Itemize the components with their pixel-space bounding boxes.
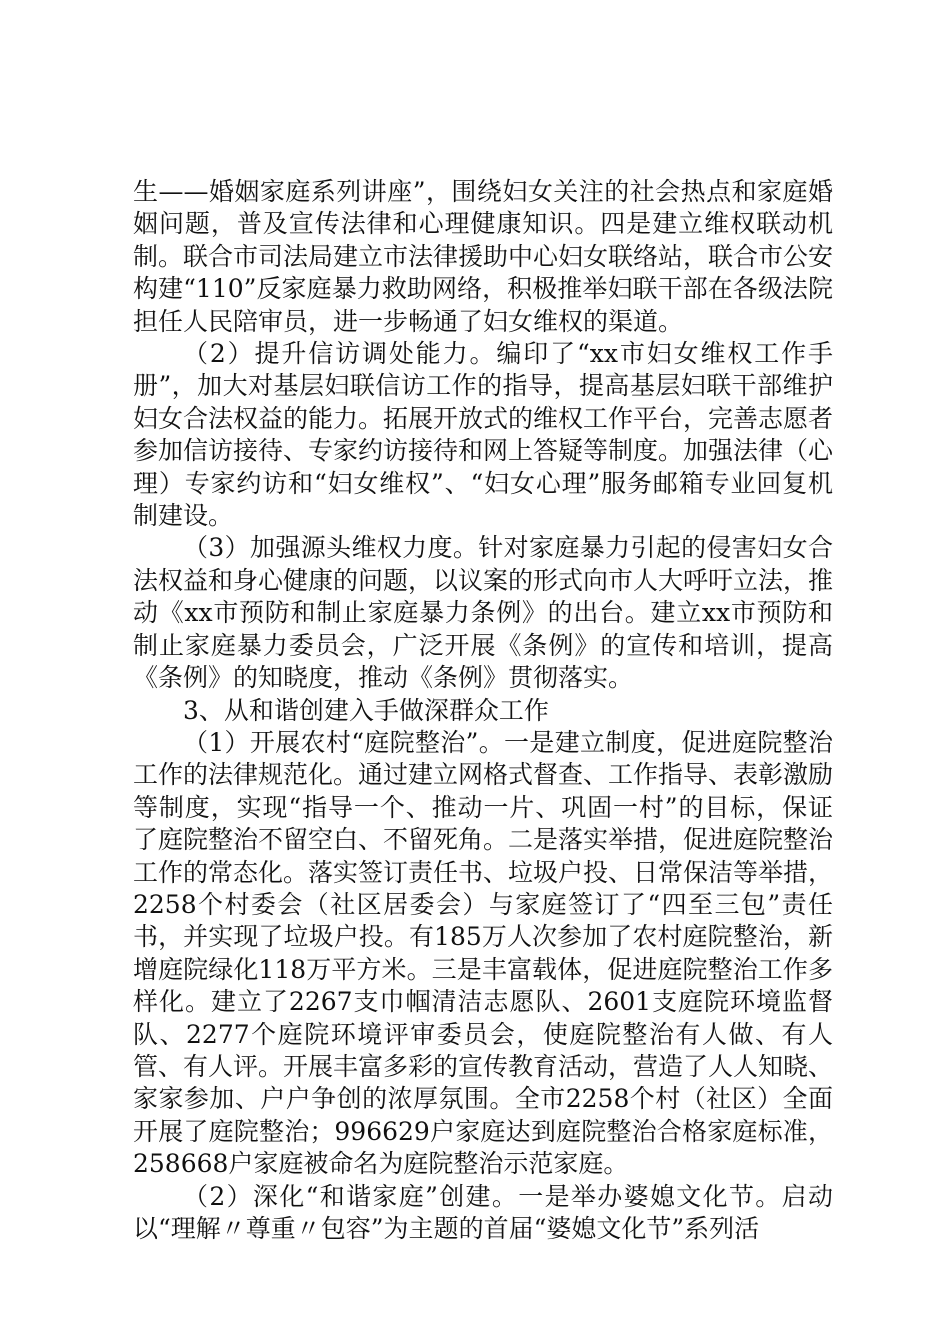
paragraph-petition-handling: （2）提升信访调处能力。编印了“xx市妇女维权工作手册”，加大对基层妇联信访工作的指导，提高基层妇联干部维护妇女合法权益的能力。拓展开放式的维权工作平台，完善志愿者参加信访接待、专家约访接待和网上答疑等制度。加强法律（心理）专家约访和“妇女维权”、“妇女心理”服务邮箱专业回复机制建设。: [133, 339, 834, 531]
paragraph-continuation: 生——婚姻家庭系列讲座”，围绕妇女关注的社会热点和家庭婚姻问题，普及宣传法律和心理健康知识。四是建立维权联动机制。联合市司法局建立市法律援助中心妇女联络站，联合市公安构建“110”反家庭暴力救助网络，积极推举妇联干部在各级法院担任人民陪审员，进一步畅通了妇女维权的渠道。: [133, 177, 834, 336]
section-heading: 3、从和谐创建入手做深群众工作: [183, 695, 549, 725]
paragraph-source-rights-protection: （3）加强源头维权力度。针对家庭暴力引起的侵害妇女合法权益和身心健康的问题，以议案的形式向市人大呼吁立法，推动《xx市预防和制止家庭暴力条例》的出台。建立xx市预防和制止家庭暴力委员会，广泛开展《条例》的宣传和培训，提高《条例》的知晓度，推动《条例》贯彻落实。: [133, 533, 834, 693]
document-body: [133, 176, 833, 1245]
paragraph-courtyard-rectification: （1）开展农村“庭院整治”。一是建立制度，促进庭院整治工作的法律规范化。通过建立网格式督查、工作指导、表彰激励等制度，实现“指导一个、推动一片、巩固一村”的目标，保证了庭院整治不留空白、不留死角。二是落实举措，促进庭院整治工作的常态化。落实签订责任书、垃圾户投、日常保洁等举措，2258个村委会（社区居委会）与家庭签订了“四至三包”责任书，并实现了垃圾户投。有185万人次参加了农村庭院整治，新增庭院绿化118万平方米。三是丰富载体，促进庭院整治工作多样化。建立了2267支巾帼清洁志愿队、2601支庭院环境监督队、2277个庭院环境评审委员会，使庭院整治有人做、有人管、有人评。开展丰富多彩的宣传教育活动，营造了人人知晓、家家参加、户户争创的浓厚氛围。全市2258个村（社区）全面开展了庭院整治；996629户家庭达到庭院整治合格家庭标准，258668户家庭被命名为庭院整治示范家庭。: [133, 727, 834, 1179]
paragraph-harmonious-family: （2）深化“和谐家庭”创建。一是举办婆媳文化节。启动以“理解〃尊重〃包容”为主题的首届“婆媳文化节”系列活: [133, 1181, 833, 1243]
